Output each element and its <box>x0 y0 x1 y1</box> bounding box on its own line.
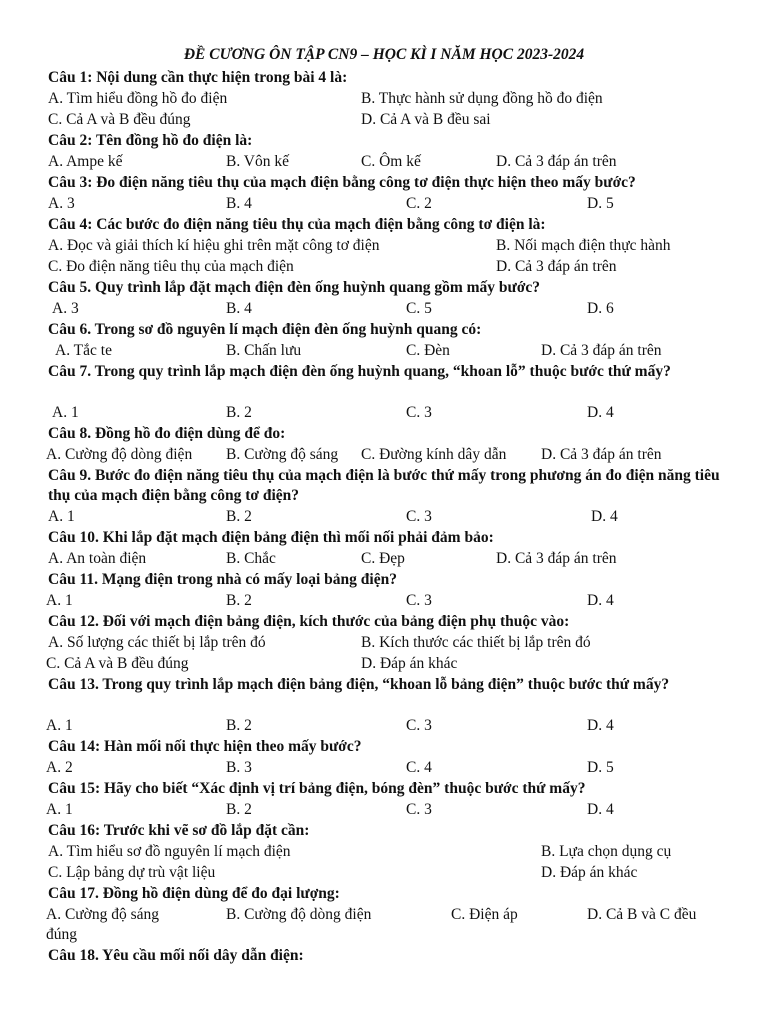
q7-option-a: A. 1 <box>52 404 79 421</box>
q3-option-d: D. 5 <box>587 195 614 212</box>
q5-option-a: A. 3 <box>52 300 79 317</box>
q3-option-a: A. 3 <box>48 195 75 212</box>
q8-option-b: B. Cường độ sáng <box>226 446 339 463</box>
q9-option-b: B. 2 <box>226 508 252 525</box>
q6-option-a: A. Tắc te <box>55 342 112 359</box>
q15-option-a: A. 1 <box>46 801 73 818</box>
q4-option-b: B. Nối mạch điện thực hành <box>496 237 671 254</box>
q15-option-d: D. 4 <box>587 801 614 818</box>
q17-option-c: C. Điện áp <box>451 906 518 923</box>
question-17: Câu 17. Đồng hồ điện dùng để đo đại lượng: <box>48 885 340 902</box>
question-1: Câu 1: Nội dung cần thực hiện trong bài 4 là: <box>48 69 348 86</box>
q8-option-a: A. Cường độ dòng điện <box>46 446 193 463</box>
question-11: Câu 11. Mạng điện trong nhà có mấy loại bảng điện? <box>48 571 397 588</box>
question-14: Câu 14: Hàn mối nối thực hiện theo mấy bước? <box>48 738 362 755</box>
q6-option-b: B. Chấn lưu <box>226 342 302 359</box>
q11-option-d: D. 4 <box>587 592 614 609</box>
question-16: Câu 16: Trước khi vẽ sơ đồ lắp đặt cần: <box>48 822 310 839</box>
q12-option-c: C. Cả A và B đều đúng <box>46 655 189 672</box>
q16-option-d: D. Đáp án khác <box>541 864 638 881</box>
question-10: Câu 10. Khi lắp đặt mạch điện bảng điện thì mối nối phải đảm bảo: <box>48 529 494 546</box>
q2-option-d: D. Cả 3 đáp án trên <box>496 153 617 170</box>
q8-option-c: C. Đường kính dây dẫn <box>361 446 507 463</box>
q14-option-b: B. 3 <box>226 759 252 776</box>
q1-option-b: B. Thực hành sử dụng đồng hồ đo điện <box>361 90 603 107</box>
q17-option-d: D. Cả B và C đều đúng <box>46 906 697 943</box>
q14-option-c: C. 4 <box>406 759 432 776</box>
document-title: ĐỀ CƯƠNG ÔN TẬP CN9 – HỌC KÌ I NĂM HỌC 2023-2024 <box>183 46 585 63</box>
q17-option-b: B. Cường độ dòng điện <box>226 906 372 923</box>
q7-option-b: B. 2 <box>226 404 252 421</box>
question-13: Câu 13. Trong quy trình lắp mạch điện bảng điện, “khoan lỗ bảng điện” thuộc bước thứ mấy? <box>48 676 670 693</box>
q13-option-b: B. 2 <box>226 717 252 734</box>
q10-option-b: B. Chắc <box>226 550 276 567</box>
question-8: Câu 8. Đồng hồ đo điện dùng để đo: <box>48 425 286 442</box>
question-7: Câu 7. Trong quy trình lắp mạch điện đèn ống huỳnh quang, “khoan lỗ” thuộc bước thứ mấy? <box>48 363 671 380</box>
q12-option-b: B. Kích thước các thiết bị lắp trên đó <box>361 634 591 651</box>
q16-option-a: A. Tìm hiểu sơ đồ nguyên lí mạch điện <box>48 843 291 860</box>
q3-option-b: B. 4 <box>226 195 252 212</box>
question-15: Câu 15: Hãy cho biết “Xác định vị trí bảng điện, bóng đèn” thuộc bước thứ mấy? <box>48 780 586 797</box>
question-12: Câu 12. Đối với mạch điện bảng điện, kích thước của bảng điện phụ thuộc vào: <box>48 613 570 630</box>
q12-option-a: A. Số lượng các thiết bị lắp trên đó <box>48 634 266 651</box>
q7-option-d: D. 4 <box>587 404 614 421</box>
q5-option-c: C. 5 <box>406 300 432 317</box>
q10-option-d: D. Cả 3 đáp án trên <box>496 550 617 567</box>
question-4: Câu 4: Các bước đo điện năng tiêu thụ của mạch điện bằng công tơ điện là: <box>48 216 546 233</box>
q9-option-a: A. 1 <box>48 508 75 525</box>
q10-option-a: A. An toàn điện <box>48 550 147 567</box>
question-5: Câu 5. Quy trình lắp đặt mạch điện đèn ống huỳnh quang gồm mấy bước? <box>48 279 541 296</box>
q1-option-d: D. Cả A và B đều sai <box>361 111 491 128</box>
q11-option-c: C. 3 <box>406 592 432 609</box>
q1-option-c: C. Cả A và B đều đúng <box>48 111 191 128</box>
q10-option-c: C. Đẹp <box>361 550 405 567</box>
question-9: Câu 9. Bước đo điện năng tiêu thụ của mạch điện là bước thứ mấy trong phương án đo điện năng tiêu thụ của mạch điện bằng công tơ điện? <box>48 467 720 504</box>
q4-option-d: D. Cả 3 đáp án trên <box>496 258 617 275</box>
question-2: Câu 2: Tên đồng hồ đo điện là: <box>48 132 253 149</box>
q8-option-d: D. Cả 3 đáp án trên <box>541 446 662 463</box>
q2-option-a: A. Ampe kế <box>48 153 123 170</box>
q6-option-d: D. Cả 3 đáp án trên <box>541 342 662 359</box>
q11-option-a: A. 1 <box>46 592 73 609</box>
q14-option-d: D. 5 <box>587 759 614 776</box>
q4-option-a: A. Đọc và giải thích kí hiệu ghi trên mặt công tơ điện <box>48 237 380 254</box>
q5-option-d: D. 6 <box>587 300 614 317</box>
q15-option-c: C. 3 <box>406 801 432 818</box>
q6-option-c: C. Đèn <box>406 342 450 359</box>
q2-option-b: B. Vôn kế <box>226 153 290 170</box>
q1-option-a: A. Tìm hiểu đồng hồ đo điện <box>48 90 228 107</box>
q7-option-c: C. 3 <box>406 404 432 421</box>
q13-option-d: D. 4 <box>587 717 614 734</box>
q12-option-d: D. Đáp án khác <box>361 655 458 672</box>
q16-option-c: C. Lập bảng dự trù vật liệu <box>48 864 216 881</box>
q5-option-b: B. 4 <box>226 300 252 317</box>
q13-option-c: C. 3 <box>406 717 432 734</box>
q2-option-c: C. Ôm kế <box>361 153 421 170</box>
q16-option-b: B. Lựa chọn dụng cụ <box>541 843 672 860</box>
q9-option-c: C. 3 <box>406 508 432 525</box>
q14-option-a: A. 2 <box>46 759 73 776</box>
q11-option-b: B. 2 <box>226 592 252 609</box>
question-3: Câu 3: Đo điện năng tiêu thụ của mạch điện bằng công tơ điện thực hiện theo mấy bước? <box>48 174 636 191</box>
q9-option-d: D. 4 <box>591 508 618 525</box>
q4-option-c: C. Đo điện năng tiêu thụ của mạch điện <box>48 258 294 275</box>
q17-option-a: A. Cường độ sáng <box>46 906 160 923</box>
q13-option-a: A. 1 <box>46 717 73 734</box>
q3-option-c: C. 2 <box>406 195 432 212</box>
question-18: Câu 18. Yêu cầu mối nối dây dẫn điện: <box>48 947 304 964</box>
q15-option-b: B. 2 <box>226 801 252 818</box>
question-6: Câu 6. Trong sơ đồ nguyên lí mạch điện đèn ống huỳnh quang có: <box>48 321 482 338</box>
